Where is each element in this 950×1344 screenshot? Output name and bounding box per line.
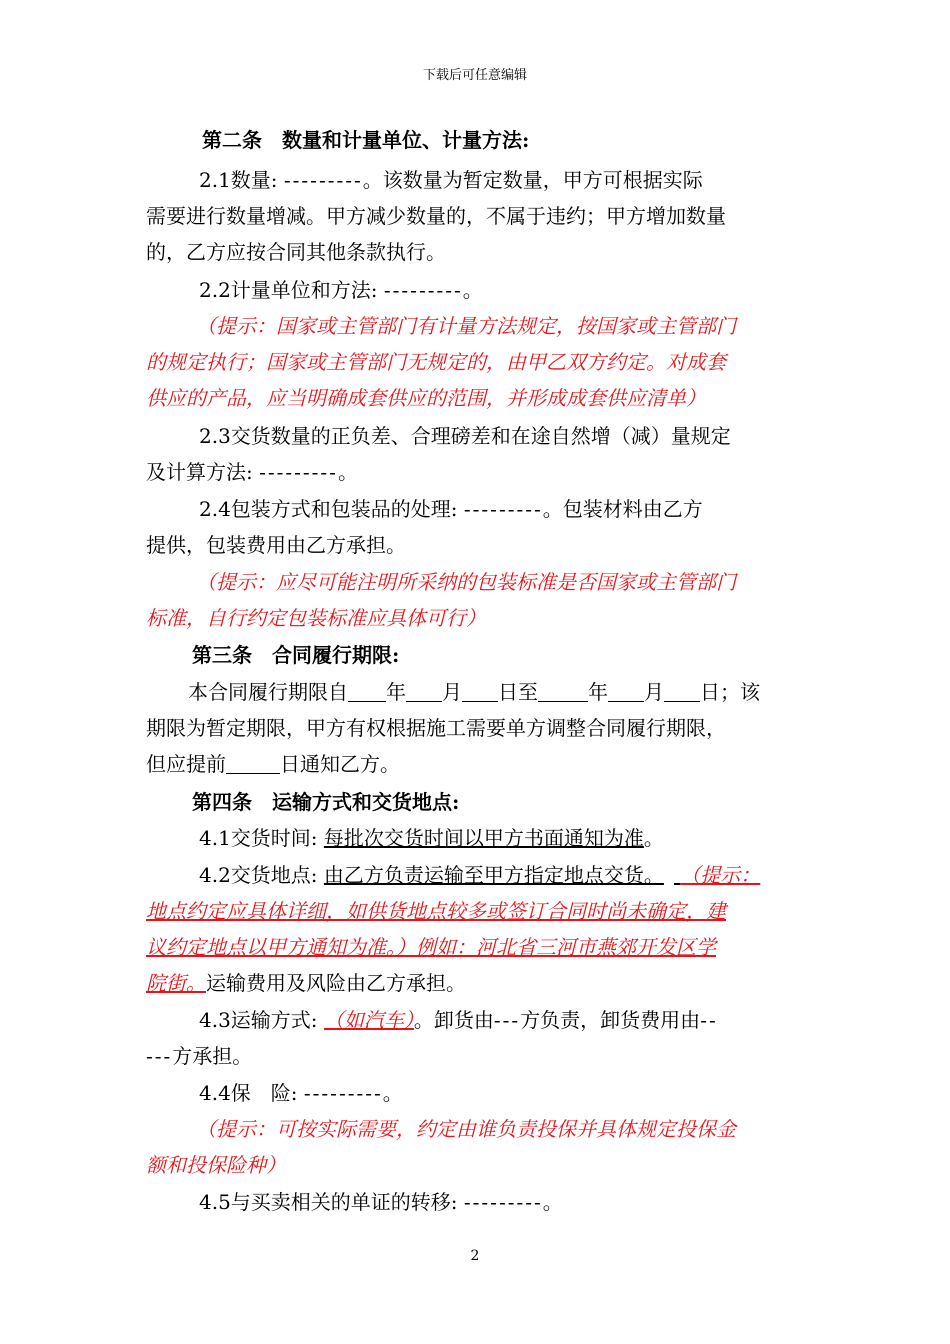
para-4-3: 4.3运输方式: （如汽车）。卸货由---方负责，卸货费用由-- [199,1008,718,1032]
hint-4-4-line2: 额和投保险种） [146,1153,286,1177]
hint-4-4-line1: （提示：可按实际需要，约定由谁负责投保并具体规定投保金 [196,1117,736,1141]
para-2-1-line2: 需要进行数量增减。甲方减少数量的，不属于违约；甲方增加数量 [146,204,726,228]
para-2-1: 2.1数量: ---------。该数量为暂定数量，甲方可根据实际 [199,168,703,192]
para-4-1: 4.1交货时间: 每批次交货时间以甲方书面通知为准。 [199,826,664,850]
article-3-title: 第三条 合同履行期限: [192,643,400,667]
para-2-3: 2.3交货数量的正负差、合理磅差和在途自然增（减）量规定 [199,424,731,448]
para-4-3-line2: ---方承担。 [146,1044,253,1068]
para-3-line1: 本合同履行期限自 年 月 日至 年 月 日；该 [188,680,760,704]
end-day-blank [664,683,700,702]
para-4-2: 4.2交货地点: 由乙方负责运输至甲方指定地点交货。 （提示： [199,863,761,887]
page-number: 2 [470,1248,480,1264]
year-blank [348,683,386,702]
notice-days-blank [226,755,280,774]
para-2-2: 2.2计量单位和方法: ---------。 [199,278,483,302]
hint-2-2-line2: 的规定执行；国家或主管部门无规定的，由甲乙双方约定。对成套 [146,350,726,374]
hint-2-2-line3: 供应的产品，应当明确成套供应的范围，并形成成套供应清单） [146,386,706,410]
para-3-line2: 期限为暂定期限，甲方有权根据施工需要单方调整合同履行期限， [146,716,726,740]
end-month-blank [608,683,644,702]
para-4-4: 4.4保 险: ---------。 [199,1081,403,1105]
para-2-4: 2.4包装方式和包装品的处理: ---------。包装材料由乙方 [199,497,703,521]
article-2-title: 第二条 数量和计量单位、计量方法: [202,128,530,152]
para-4-5: 4.5与买卖相关的单证的转移: ---------。 [199,1190,563,1214]
article-4-title: 第四条 运输方式和交货地点: [192,790,460,814]
hint-2-4-line1: （提示：应尽可能注明所采纳的包装标准是否国家或主管部门 [196,570,736,594]
hint-2-4-line2: 标准，自行约定包装标准应具体可行） [146,606,486,630]
para-2-4-line2: 提供，包装费用由乙方承担。 [146,533,406,557]
para-4-2-line2: 地点约定应具体详细，如供货地点较多或签订合同时尚未确定，建 [146,899,726,923]
para-4-2-line3: 议约定地点以甲方通知为准。）例如：河北省三河市燕郊开发区学 [146,935,716,959]
para-2-1-line3: 的，乙方应按合同其他条款执行。 [146,240,446,264]
page-header: 下载后可任意编辑 [422,68,527,83]
para-3-line3: 但应提前 日通知乙方。 [146,752,400,776]
para-2-3-line2: 及计算方法: ---------。 [146,460,358,484]
para-4-2-line4: 院街。运输费用及风险由乙方承担。 [146,971,466,995]
day-blank [462,683,498,702]
hint-2-2-line1: （提示：国家或主管部门有计量方法规定，按国家或主管部门 [196,314,736,338]
month-blank [406,683,442,702]
end-year-blank [538,683,588,702]
